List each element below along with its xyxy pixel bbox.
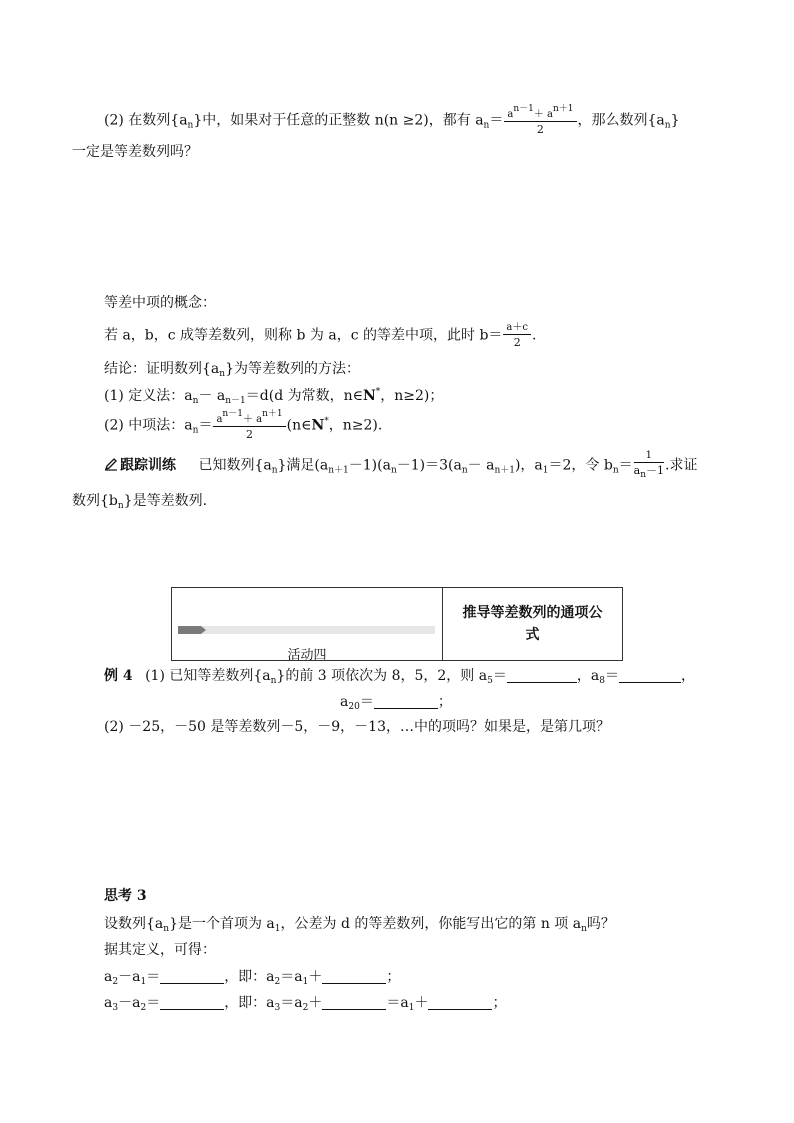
question-2-line1: (2) 在数列$\{a_n\}$中，如果对于任意的正整数 n(n ≥2)，都有 $a_n=$ $\frac{an-1+ an+1}{2}$ ，那么数列$\{a_n\}$ bbox=[104, 104, 680, 136]
conclusion-title: 结论：证明数列$\{a_n\}$为等差数列的方法： bbox=[104, 361, 360, 379]
pencil-icon bbox=[104, 457, 118, 471]
activity-title: 推导等差数列的通项公 式 bbox=[462, 605, 603, 643]
fraction-method-2: $\frac{an-1+ an+1}{2}$ bbox=[213, 410, 285, 441]
example-4-line1: 例 4 (1) 已知等差数列$\{a_n\}$的前 3 项依次为 8，5，2，则 $a_5=$ ，$a_8=$ ， bbox=[104, 668, 695, 686]
blank-row2-c[interactable] bbox=[428, 995, 492, 1010]
activity-table bbox=[171, 587, 623, 661]
progress-arrow-icon bbox=[201, 626, 206, 634]
practice-label: 跟踪训练 bbox=[120, 457, 176, 474]
concept-title: 等差中项的概念： bbox=[104, 295, 216, 311]
practice-line2: 数列$\{b_n\}$是等差数列. bbox=[72, 493, 208, 511]
think-3-line1: 设数列$\{a_n\}$是一个首项为 $a_1$，公差为 d 的等差数列，你能写出它的第 n 项 $a_n$吗？ bbox=[104, 916, 615, 934]
think-3-line2: 据其定义，可得： bbox=[104, 942, 216, 958]
question-2-line2: 一定是等差数列吗？ bbox=[72, 144, 198, 160]
blank-a20[interactable] bbox=[374, 694, 438, 709]
blank-row1-a[interactable] bbox=[160, 969, 224, 984]
fraction-q2: $\frac{an-1+ an+1}{2}$ bbox=[504, 105, 576, 136]
example-4-line2: $a_{20}=$ ； bbox=[340, 694, 452, 712]
blank-a8[interactable] bbox=[619, 668, 681, 683]
activity-label: 活动四 bbox=[287, 648, 327, 663]
blank-row2-a[interactable] bbox=[160, 995, 224, 1010]
conclusion-method-1: (1) 定义法：$a_n- a_{n-1}=d(d$ 为常数，n∈N*，n≥2)； bbox=[104, 387, 444, 406]
think-3-row2: $a_3-a_2=$ ，即：$a_3=a_2+ =a_1+$ ； bbox=[104, 995, 507, 1013]
fraction-concept: $\frac{a+c}{2}$ bbox=[503, 322, 531, 349]
think-3-title: 思考 3 bbox=[104, 888, 147, 904]
example-4-question-2: (2) －25，－50 是等差数列－5，－9，－13，…中的项吗？如果是，是第几项？ bbox=[104, 719, 610, 735]
example-4-label: 例 4 bbox=[104, 668, 133, 684]
blank-row1-b[interactable] bbox=[322, 969, 386, 984]
practice-line1: 跟踪训练 已知数列$\{a_n\}$满足$(a_{n+1}-1)(a_n-1)=3(a_n- a_{n+1})$，$a_1=2$，令 $b_n=$ $\frac{1}{a_n-1}$ .求证 bbox=[104, 450, 697, 481]
blank-a5[interactable] bbox=[507, 668, 577, 683]
activity-progress-bar bbox=[178, 626, 435, 634]
concept-line: 若 a，b，c 成等差数列，则称 b 为 a，c 的等差中项，此时 b＝ $\frac{a+c}{2}$ . bbox=[104, 322, 537, 349]
blank-row2-b[interactable] bbox=[322, 995, 386, 1010]
fraction-practice: $\frac{1}{a_n-1}$ bbox=[633, 450, 664, 480]
progress-fill bbox=[178, 626, 201, 634]
conclusion-method-2: (2) 中项法：$a_n=$ $\frac{an-1+ an+1}{2}$ (n∈N*，n≥2). bbox=[104, 409, 383, 441]
think-3-row1: $a_2-a_1=$ ，即：$a_2=a_1+$ ； bbox=[104, 969, 401, 987]
